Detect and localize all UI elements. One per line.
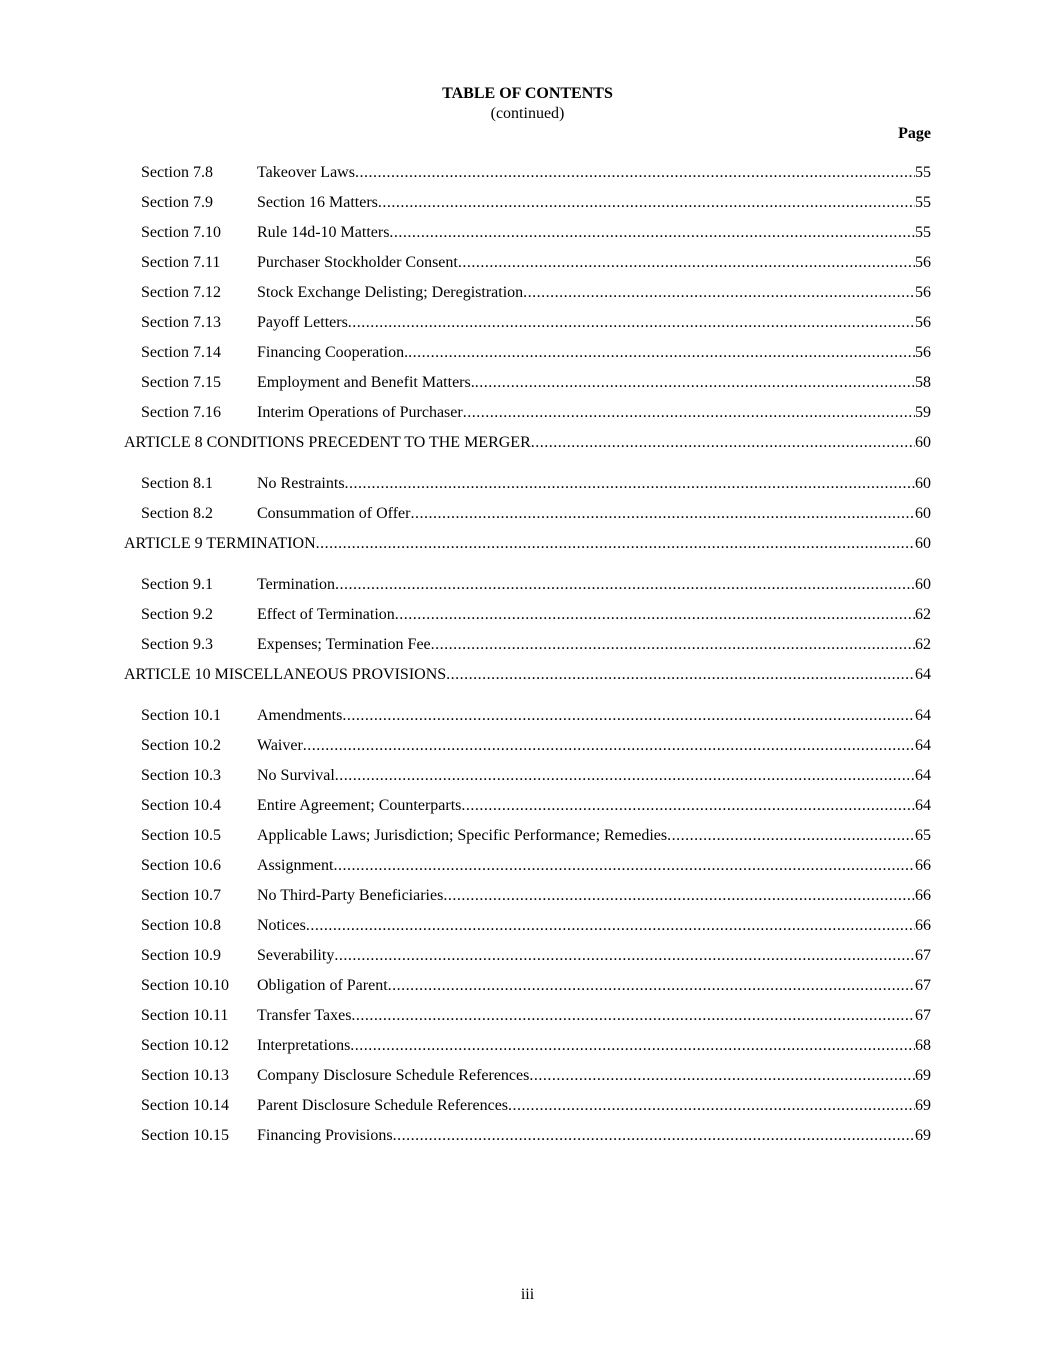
toc-entry-line	[257, 605, 931, 625]
dot-leader	[531, 433, 915, 453]
dot-leader	[333, 856, 915, 876]
toc-section-row[interactable]	[141, 1066, 931, 1086]
toc-entry-page: 58	[915, 374, 931, 391]
toc-entry-page: 56	[915, 254, 931, 271]
toc-entry-page: 66	[915, 887, 931, 904]
toc-section-number: Section 9.1	[141, 576, 213, 593]
dot-leader	[443, 886, 915, 906]
toc-entry-title: No Survival	[257, 767, 335, 784]
toc-section-number: Section 10.15	[141, 1127, 229, 1144]
toc-section-row[interactable]	[141, 916, 931, 936]
toc-entry-title: Transfer Taxes	[257, 1007, 352, 1024]
toc-section-number: Section 8.2	[141, 505, 213, 522]
toc-entry-line	[257, 575, 931, 595]
toc-section-number: Section 7.10	[141, 224, 221, 241]
toc-entry-page: 62	[915, 606, 931, 623]
toc-section-number: Section 10.7	[141, 887, 221, 904]
toc-section-row[interactable]	[141, 605, 931, 625]
dot-leader	[351, 1006, 915, 1026]
toc-entry-title: Financing Cooperation.	[257, 344, 409, 361]
toc-entry-title: Expenses; Termination Fee	[257, 636, 431, 653]
toc-entry-line	[257, 1036, 931, 1056]
toc-entry-page: 65	[915, 827, 931, 844]
toc-entry-title: Section 16 Matters	[257, 194, 378, 211]
toc-entry-title: Termination	[257, 576, 335, 593]
toc-entry-line	[257, 223, 931, 243]
dot-leader	[388, 976, 915, 996]
toc-section-number: Section 10.8	[141, 917, 221, 934]
toc-entry-line	[257, 856, 931, 876]
toc-entry-page: 60	[915, 535, 931, 552]
dot-leader	[355, 163, 915, 183]
toc-section-row[interactable]	[141, 313, 931, 333]
toc-entry-title: Company Disclosure Schedule References	[257, 1067, 530, 1084]
toc-section-number: Section 10.10	[141, 977, 229, 994]
toc-subtitle: (continued)	[490, 105, 565, 122]
toc-entry-line	[257, 283, 931, 303]
dot-leader	[345, 474, 915, 494]
toc-entry-line	[257, 1096, 931, 1116]
dot-leader	[348, 313, 915, 333]
toc-section-number: Section 10.9	[141, 947, 221, 964]
toc-section-number: Section 9.2	[141, 606, 213, 623]
dot-leader	[393, 1126, 915, 1146]
dot-leader	[475, 373, 915, 393]
toc-entry-page: 59	[915, 404, 931, 421]
toc-section-number: Section 7.8	[141, 164, 213, 181]
toc-entry-line	[124, 534, 931, 554]
toc-section-number: Section 7.13	[141, 314, 221, 331]
toc-section-number: Section 10.14	[141, 1097, 229, 1114]
dot-leader	[335, 575, 915, 595]
toc-section-number: Section 10.1	[141, 707, 221, 724]
toc-entry-line	[124, 433, 931, 453]
toc-entry-title: Consummation of Offer	[257, 505, 411, 522]
toc-section-number: Section 7.14	[141, 344, 221, 361]
dot-leader	[335, 766, 915, 786]
dot-leader	[350, 1036, 915, 1056]
toc-section-row[interactable]	[141, 1126, 931, 1146]
toc-title: TABLE OF CONTENTS	[442, 85, 613, 102]
toc-section-number: Section 7.9	[141, 194, 213, 211]
toc-section-number: Section 10.11	[141, 1007, 229, 1024]
toc-entry-page: 64	[915, 767, 931, 784]
toc-entry-title: ARTICLE 8 CONDITIONS PRECEDENT TO THE MERGER	[124, 434, 531, 451]
toc-entry-title: Severability	[257, 947, 335, 964]
toc-section-row[interactable]	[141, 163, 931, 183]
toc-entry-title: Interpretations	[257, 1037, 351, 1054]
toc-entry-title: No Third-Party Beneficiaries	[257, 887, 444, 904]
toc-entry-title: Entire Agreement; Counterparts	[257, 797, 462, 814]
toc-section-row[interactable]	[141, 856, 931, 876]
dot-leader	[378, 193, 915, 213]
toc-entry-line	[257, 946, 931, 966]
toc-entry-page: 67	[915, 977, 931, 994]
toc-entry-page: 55	[915, 164, 931, 181]
toc-entry-title: Obligation of Parent	[257, 977, 388, 994]
toc-section-row[interactable]	[141, 223, 931, 243]
toc-entry-line	[257, 635, 931, 655]
dot-leader	[342, 706, 915, 726]
toc-entry-title: No Restraints	[257, 475, 345, 492]
toc-entry-page: 64	[915, 707, 931, 724]
toc-entry-page: 55	[915, 194, 931, 211]
toc-entry-title: ARTICLE 10 MISCELLANEOUS PROVISIONS	[124, 666, 447, 683]
toc-entry-title: Applicable Laws; Jurisdiction; Specific Performance; Remedies	[257, 827, 668, 844]
toc-entry-line	[257, 343, 931, 363]
toc-section-row[interactable]	[141, 1006, 931, 1026]
toc-section-row[interactable]	[141, 826, 931, 846]
toc-entry-title: Payoff Letters	[257, 314, 348, 331]
toc-section-row[interactable]	[141, 474, 931, 494]
toc-entry-title: Notices	[257, 917, 306, 934]
toc-entry-line	[257, 826, 931, 846]
toc-entry-page: 55	[915, 224, 931, 241]
toc-entry-page: 64	[915, 797, 931, 814]
toc-entry-line	[257, 1066, 931, 1086]
dot-leader	[303, 736, 915, 756]
toc-article-row[interactable]	[124, 665, 931, 685]
toc-entry-line	[257, 1126, 931, 1146]
toc-entry-page: 69	[915, 1097, 931, 1114]
toc-entry-title: Purchaser Stockholder Consent	[257, 254, 458, 271]
toc-entry-line	[257, 766, 931, 786]
dot-leader	[508, 1096, 915, 1116]
dot-leader	[408, 343, 915, 363]
toc-section-row[interactable]	[141, 575, 931, 595]
toc-section-row[interactable]	[141, 403, 931, 423]
toc-entry-page: 60	[915, 576, 931, 593]
toc-section-row[interactable]	[141, 736, 931, 756]
toc-section-number: Section 10.13	[141, 1067, 229, 1084]
toc-section-number: Section 10.5	[141, 827, 221, 844]
toc-entry-line	[257, 403, 931, 423]
toc-entry-line	[257, 706, 931, 726]
toc-entry-page: 69	[915, 1067, 931, 1084]
toc-article-row[interactable]	[124, 534, 931, 554]
page-number: iii	[520, 1286, 535, 1303]
dot-leader	[463, 403, 915, 423]
toc-section-row[interactable]	[141, 635, 931, 655]
toc-section-number: Section 8.1	[141, 475, 213, 492]
dot-leader	[446, 665, 915, 685]
toc-entry-line	[257, 796, 931, 816]
toc-section-number: Section 7.12	[141, 284, 221, 301]
toc-entry-title: Effect of Termination	[257, 606, 395, 623]
toc-entry-page: 62	[915, 636, 931, 653]
toc-section-number: Section 10.4	[141, 797, 221, 814]
toc-section-row[interactable]	[141, 343, 931, 363]
toc-entry-line	[257, 916, 931, 936]
dot-leader	[395, 605, 915, 625]
dot-leader	[410, 504, 915, 524]
toc-entry-title: ARTICLE 9 TERMINATION	[124, 535, 316, 552]
toc-entry-page: 68	[915, 1037, 931, 1054]
toc-entry-line	[257, 474, 931, 494]
toc-section-row[interactable]	[141, 283, 931, 303]
toc-section-row[interactable]	[141, 706, 931, 726]
toc-section-row[interactable]	[141, 1096, 931, 1116]
toc-entry-line	[257, 193, 931, 213]
toc-entry-line	[257, 253, 931, 273]
toc-entry-title: Stock Exchange Delisting; Deregistration	[257, 284, 524, 301]
dot-leader	[389, 223, 915, 243]
toc-entry-title: Amendments	[257, 707, 343, 724]
toc-entry-page: 69	[915, 1127, 931, 1144]
toc-entry-page: 60	[915, 434, 931, 451]
toc-section-number: Section 7.16	[141, 404, 221, 421]
toc-entry-page: 66	[915, 917, 931, 934]
dot-leader	[334, 946, 915, 966]
toc-section-row[interactable]	[141, 886, 931, 906]
toc-entry-title: Parent Disclosure Schedule References	[257, 1097, 509, 1114]
toc-entry-page: 67	[915, 947, 931, 964]
toc-section-number: Section 10.12	[141, 1037, 229, 1054]
dot-leader	[529, 1066, 915, 1086]
dot-leader	[667, 826, 915, 846]
toc-entry-page: 60	[915, 475, 931, 492]
toc-section-row[interactable]	[141, 504, 931, 524]
toc-section-number: Section 9.3	[141, 636, 213, 653]
toc-entry-line	[257, 976, 931, 996]
toc-entry-page: 56	[915, 314, 931, 331]
toc-entry-page: 56	[915, 284, 931, 301]
toc-entry-page: 67	[915, 1007, 931, 1024]
toc-entry-line	[257, 313, 931, 333]
toc-entry-page: 64	[915, 666, 931, 683]
dot-leader	[431, 635, 915, 655]
toc-entry-title: Takeover Laws	[257, 164, 355, 181]
dot-leader	[316, 534, 915, 554]
page-column-label: Page	[898, 125, 931, 142]
toc-entry-page: 66	[915, 857, 931, 874]
dot-leader	[461, 796, 915, 816]
toc-entry-line	[257, 886, 931, 906]
toc-entry-page: 56	[915, 344, 931, 361]
toc-section-number: Section 10.6	[141, 857, 221, 874]
dot-leader	[523, 283, 915, 303]
toc-section-row[interactable]	[141, 976, 931, 996]
toc-section-row[interactable]	[141, 373, 931, 393]
toc-entry-title: Waiver	[257, 737, 303, 754]
toc-entry-page: 64	[915, 737, 931, 754]
toc-entry-line	[124, 665, 931, 685]
toc-section-row[interactable]	[141, 946, 931, 966]
toc-entry-title: Employment and Benefit Matters.	[257, 374, 475, 391]
toc-entry-title: Interim Operations of Purchaser	[257, 404, 463, 421]
toc-section-number: Section 10.2	[141, 737, 221, 754]
toc-section-row[interactable]	[141, 796, 931, 816]
toc-section-row[interactable]	[141, 193, 931, 213]
toc-entry-line	[257, 163, 931, 183]
toc-entry-title: Financing Provisions	[257, 1127, 393, 1144]
toc-section-number: Section 7.15	[141, 374, 221, 391]
toc-entry-page: 60	[915, 505, 931, 522]
toc-entry-line	[257, 736, 931, 756]
toc-section-number: Section 7.11	[141, 254, 221, 271]
toc-entry-line	[257, 504, 931, 524]
toc-section-number: Section 10.3	[141, 767, 221, 784]
toc-section-row[interactable]	[141, 253, 931, 273]
toc-entry-title: Assignment	[257, 857, 334, 874]
dot-leader	[306, 916, 915, 936]
toc-entry-line	[257, 1006, 931, 1026]
dot-leader	[458, 253, 915, 273]
toc-entry-title: Rule 14d-10 Matters	[257, 224, 390, 241]
toc-section-row[interactable]	[141, 766, 931, 786]
toc-entry-line	[257, 373, 931, 393]
toc-section-row[interactable]	[141, 1036, 931, 1056]
toc-article-row[interactable]	[124, 433, 931, 453]
